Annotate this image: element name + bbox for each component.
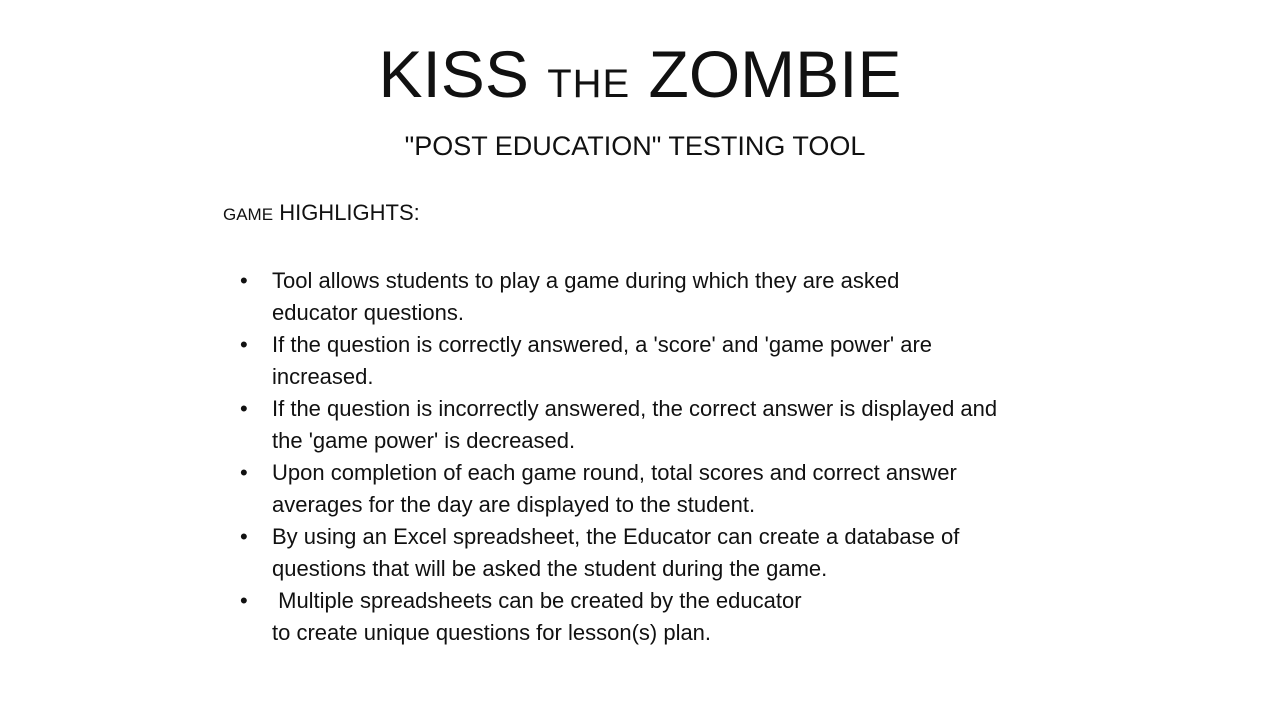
list-item-line: Tool allows students to play a game during which they are asked xyxy=(272,268,900,293)
list-item-line: the 'game power' is decreased. xyxy=(272,428,576,453)
list-item-line: If the question is incorrectly answered, the correct answer is displayed and xyxy=(272,396,998,421)
bullet-icon: • xyxy=(240,524,248,549)
list-item-line: averages for the day are displayed to the student. xyxy=(272,492,756,517)
title-word-kiss: KISS xyxy=(378,37,529,111)
bullet-icon: • xyxy=(240,588,248,613)
list-item xyxy=(240,585,1140,649)
highlights-label: HIGHLIGHTS: xyxy=(279,200,420,225)
list-item-line: to create unique questions for lesson(s) plan. xyxy=(272,620,712,645)
bullet-icon: • xyxy=(240,460,248,485)
list-item-line: educator questions. xyxy=(272,300,465,325)
list-item-line: questions that will be asked the student during the game. xyxy=(272,556,828,581)
list-item xyxy=(240,329,1140,393)
slide-subtitle: "POST EDUCATION" TESTING TOOL xyxy=(404,131,866,161)
list-item-line: Multiple spreadsheets can be created by the educator xyxy=(272,588,802,613)
highlights-prefix: GAME xyxy=(223,205,274,224)
title-word-zombie: ZOMBIE xyxy=(648,37,902,111)
bullet-icon: • xyxy=(240,332,248,357)
list-item-line: Upon completion of each game round, total scores and correct answer xyxy=(272,460,957,485)
bullet-icon: • xyxy=(240,268,248,293)
list-item xyxy=(240,265,1140,329)
list-item-line: By using an Excel spreadsheet, the Educator can create a database of xyxy=(272,524,960,549)
list-item xyxy=(240,457,1140,521)
highlights-heading xyxy=(223,198,420,230)
list-item-line: If the question is correctly answered, a 'score' and 'game power' are xyxy=(272,332,933,357)
highlights-list xyxy=(240,265,1140,649)
bullet-icon: • xyxy=(240,396,248,421)
list-item-line: increased. xyxy=(272,364,374,389)
list-item xyxy=(240,521,1140,585)
slide-title xyxy=(0,36,1280,122)
list-item xyxy=(240,393,1140,457)
title-word-the: THE xyxy=(547,62,631,106)
